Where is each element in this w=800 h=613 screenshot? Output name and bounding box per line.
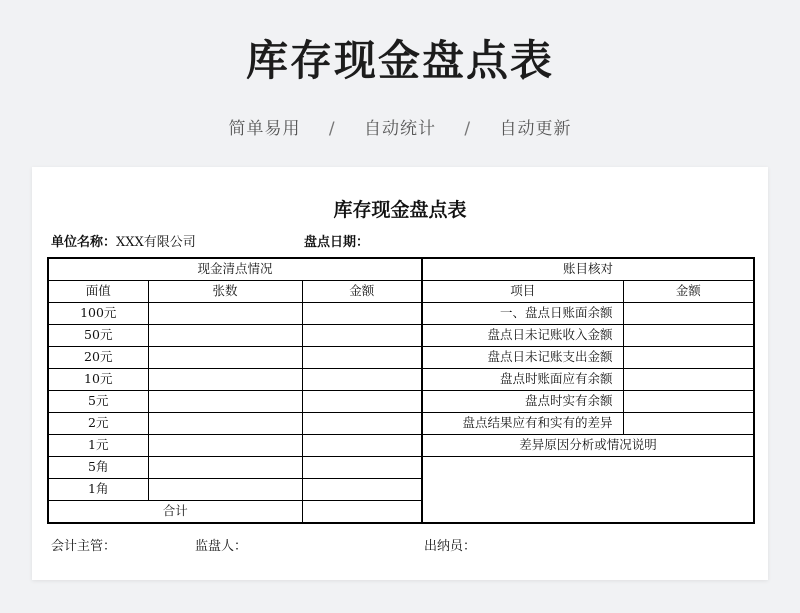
col-item-amount: 金额 — [623, 281, 754, 303]
item-cell: 盘点日未记账收入金额 — [422, 325, 623, 347]
reason-label: 差异原因分析或情况说明 — [422, 435, 754, 457]
tagline-separator: / — [464, 119, 472, 139]
denomination-cell: 5角 — [48, 457, 148, 479]
cash-count-table — [47, 257, 755, 524]
inspector-label: 监盘人： — [195, 539, 248, 554]
sheet-title: 库存现金盘点表 — [333, 199, 467, 221]
denomination-cell: 5元 — [48, 391, 148, 413]
amount-cell[interactable] — [302, 479, 422, 501]
item-amount-cell[interactable] — [623, 369, 754, 391]
count-cell[interactable] — [148, 479, 302, 501]
count-cell[interactable] — [148, 347, 302, 369]
amount-cell[interactable] — [302, 391, 422, 413]
table-row — [48, 369, 754, 391]
col-amount: 金额 — [302, 281, 422, 303]
table-row — [48, 325, 754, 347]
item-amount-cell[interactable] — [623, 347, 754, 369]
table-row — [48, 435, 754, 457]
table-row — [48, 413, 754, 435]
amount-cell[interactable] — [302, 413, 422, 435]
section-cash-count: 现金清点情况 — [48, 258, 422, 281]
col-count: 张数 — [148, 281, 302, 303]
denomination-cell: 1元 — [48, 435, 148, 457]
col-denomination: 面值 — [48, 281, 148, 303]
section-header-row — [48, 258, 754, 281]
table-row — [48, 303, 754, 325]
item-amount-cell[interactable] — [623, 303, 754, 325]
total-label: 合计 — [48, 501, 302, 524]
item-amount-cell[interactable] — [623, 391, 754, 413]
count-cell[interactable] — [148, 413, 302, 435]
table-row — [48, 391, 754, 413]
tagline-item: 简单易用 — [228, 119, 301, 139]
cashier-label: 出纳员： — [424, 539, 477, 554]
unit-name — [51, 231, 196, 250]
amount-cell[interactable] — [302, 347, 422, 369]
item-cell: 盘点时实有余额 — [422, 391, 623, 413]
denomination-cell: 1角 — [48, 479, 148, 501]
tagline-item: 自动统计 — [364, 119, 436, 139]
supervisor-label: 会计主管： — [51, 539, 117, 554]
reason-text-area[interactable] — [422, 457, 754, 524]
amount-cell[interactable] — [302, 303, 422, 325]
amount-cell[interactable] — [302, 369, 422, 391]
tagline-separator: / — [328, 119, 336, 139]
table-row — [48, 457, 754, 479]
column-header-row — [48, 281, 754, 303]
cash-count-sheet — [32, 167, 768, 580]
count-cell[interactable] — [148, 325, 302, 347]
col-item: 项目 — [422, 281, 623, 303]
denomination-cell: 10元 — [48, 369, 148, 391]
denomination-cell: 20元 — [48, 347, 148, 369]
amount-cell[interactable] — [302, 435, 422, 457]
unit-name-label: 单位名称： — [51, 235, 117, 250]
tagline — [0, 114, 800, 139]
item-cell: 盘点结果应有和实有的差异 — [422, 413, 623, 435]
item-amount-cell[interactable] — [623, 325, 754, 347]
count-cell[interactable] — [148, 303, 302, 325]
section-reconciliation: 账目核对 — [422, 258, 754, 281]
count-cell[interactable] — [148, 457, 302, 479]
item-cell: 一、盘点日账面余额 — [422, 303, 623, 325]
count-cell[interactable] — [148, 435, 302, 457]
table-row — [48, 347, 754, 369]
amount-cell[interactable] — [302, 457, 422, 479]
unit-name-value: XXX有限公司 — [116, 235, 196, 250]
total-amount-cell[interactable] — [302, 501, 422, 524]
item-amount-cell[interactable] — [623, 413, 754, 435]
denomination-cell: 50元 — [48, 325, 148, 347]
amount-cell[interactable] — [302, 325, 422, 347]
item-cell: 盘点日未记账支出金额 — [422, 347, 623, 369]
count-date-label: 盘点日期： — [304, 235, 370, 250]
denomination-cell: 100元 — [48, 303, 148, 325]
item-cell: 盘点时账面应有余额 — [422, 369, 623, 391]
tagline-item: 自动更新 — [499, 119, 572, 139]
count-cell[interactable] — [148, 369, 302, 391]
page-title: 库存现金盘点表 — [245, 36, 554, 85]
count-cell[interactable] — [148, 391, 302, 413]
denomination-cell: 2元 — [48, 413, 148, 435]
